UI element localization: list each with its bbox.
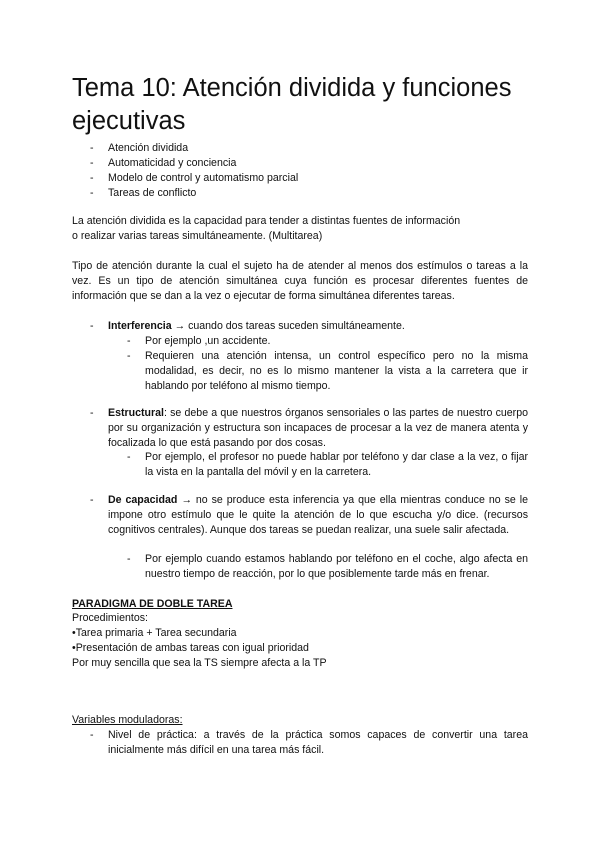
dash-bullet: - <box>127 553 131 565</box>
arrow-icon: → <box>181 494 192 506</box>
paradigma-heading: PARADIGMA DE DOBLE TAREA <box>72 598 233 610</box>
topic-item: Modelo de control y automatismo parcial <box>108 172 299 184</box>
dash-bullet: - <box>127 451 131 463</box>
dash-bullet: - <box>90 729 94 741</box>
arrow-icon: → <box>174 320 186 332</box>
dash-bullet: - <box>90 157 94 169</box>
interferencia-detail: Requieren una atención intensa, un control específico pero no la misma modalidad, es decir, no es lo mismo mantener la vista a la carretera que ir hablando por teléfono al mismo tiempo. <box>145 350 528 392</box>
estructural-example: Por ejemplo, el profesor no puede hablar por teléfono y dar clase a la vez, o fijar la vista en la pantalla del móvil y en la carretera. <box>145 451 528 478</box>
dash-bullet: - <box>127 335 131 347</box>
topic-item: Tareas de conflicto <box>108 187 197 199</box>
capacidad-text: no se produce esta inferencia ya que ella mientras conduce no se le impone otro estímulo que le quite la atención de lo que escucha y/o dice. (recursos cognitivos centrales). Aunque dos tareas se puedan realizar, una suele salir afectada. <box>108 494 528 536</box>
dash-bullet: - <box>90 407 94 419</box>
capacidad-term: De capacidad <box>108 494 178 506</box>
page-title: Tema 10: Atención dividida y funciones ejecutivas <box>72 74 512 135</box>
capacidad-item <box>108 493 528 538</box>
estructural-text: : se debe a que nuestros órganos sensoriales o las partes de nuestro cuerpo por su organización y estructura son incapaces de procesar a la vez de manera atenta y focalizada lo que está pasando por dos cosas. <box>108 407 528 449</box>
variables-heading: Variables moduladoras: <box>72 714 183 726</box>
interferencia-term: Interferencia <box>108 320 172 332</box>
estructural-term: Estructural <box>108 407 164 419</box>
interferencia-item <box>108 319 528 334</box>
dash-bullet: - <box>127 350 131 362</box>
procedure-item: •Presentación de ambas tareas con igual prioridad <box>72 642 309 654</box>
procedure-item: •Tarea primaria + Tarea secundaria <box>72 627 237 639</box>
topic-item: Automaticidad y conciencia <box>108 157 237 169</box>
dash-bullet: - <box>90 172 94 184</box>
topic-item: Atención dividida <box>108 142 189 154</box>
dash-bullet: - <box>90 187 94 199</box>
intro-line: La atención dividida es la capacidad para tender a distintas fuentes de información <box>72 215 461 227</box>
dash-bullet: - <box>90 320 94 332</box>
capacidad-example: Por ejemplo cuando estamos hablando por teléfono en el coche, algo afecta en nuestro tiempo de reacción, por lo que posiblemente tarde más en frenar. <box>145 553 528 580</box>
paradigma-note: Por muy sencilla que sea la TS siempre afecta a la TP <box>72 657 327 669</box>
estructural-item <box>108 406 528 451</box>
intro-line: o realizar varias tareas simultáneamente. (Multitarea) <box>72 230 323 242</box>
interferencia-example: Por ejemplo ,un accidente. <box>145 335 271 347</box>
interferencia-text: cuando dos tareas suceden simultáneamente. <box>185 320 405 332</box>
intro-paragraph-2: Tipo de atención durante la cual el sujeto ha de atender al menos dos estímulos o tareas a la vez. Es un tipo de atención simultánea cuya función es procesar diferentes fuentes de información que se dan a la vez o ejecutar de forma simultánea diferentes tareas. <box>72 260 528 302</box>
intro-paragraph-1 <box>72 214 532 244</box>
dash-bullet: - <box>90 142 94 154</box>
dash-bullet: - <box>90 494 94 506</box>
variable-item: Nivel de práctica: a través de la práctica somos capaces de convertir una tarea inicialmente más difícil en una tarea más fácil. <box>108 729 528 756</box>
procedimientos-label: Procedimientos: <box>72 612 148 624</box>
